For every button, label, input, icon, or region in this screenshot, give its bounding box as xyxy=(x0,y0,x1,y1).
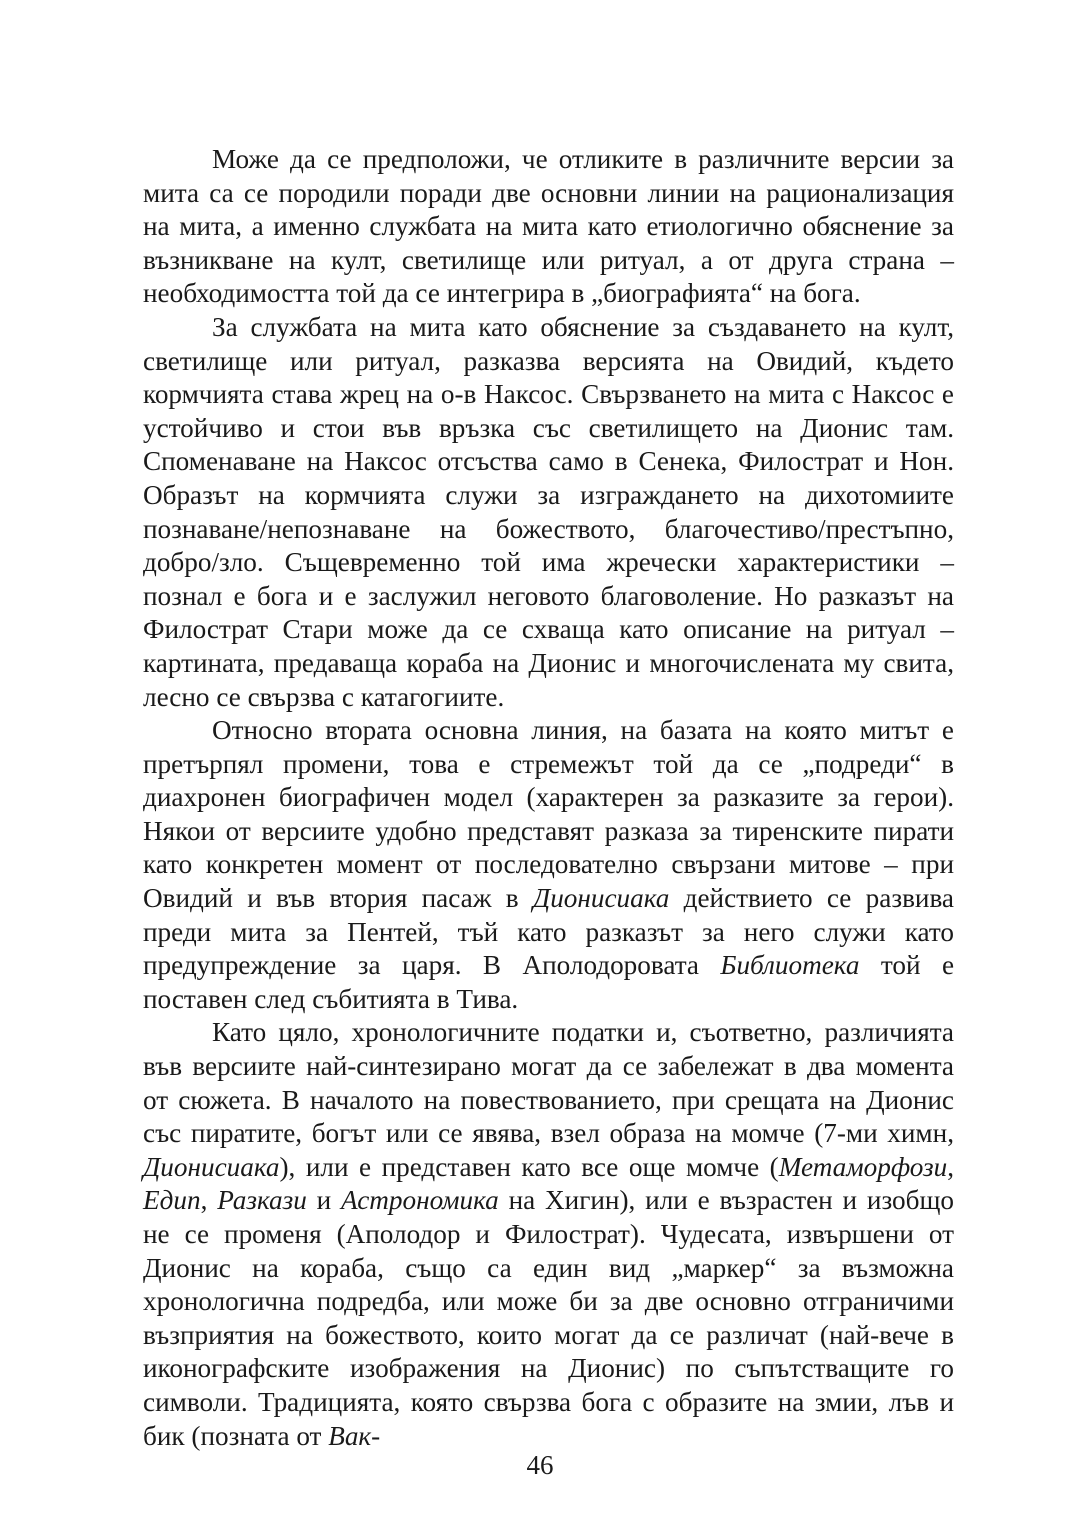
italic-title: Астрономика xyxy=(341,1185,499,1216)
text-run: Относно втората основна линия, на базата на която митът е претърпял промени, това е стремежът той да се „подреди“ в диахронен биографичен модел (характерен за разказите за герои). Някои от версиите удобно представят разказа за тиренските пирати като конкретен момент от последователно свързани митове – при Овидий и във втория пасаж в xyxy=(143,715,954,914)
page-number: 46 xyxy=(526,1450,554,1480)
text-run: ), или е представен като все още момче ( xyxy=(279,1151,779,1182)
text-run: на Хигин), или е възрастен и изобщо не се променя (Аполодор и Филострат). Чудесата, извършени от Дионис на кораба, също са един вид „маркер“ за възможна хронологична подредба, или може би за две основно отграничими възприятия на божеството, които могат да се различат (най-вече в иконографските изображения на Дионис) по съпътстващите го символи. Традицията, която свързва бога с образите на змии, лъв и бик (позната от xyxy=(143,1185,955,1451)
italic-title: Разкази xyxy=(217,1185,307,1216)
page-body xyxy=(143,143,954,1453)
italic-title: Едип xyxy=(143,1185,201,1216)
text-run: , xyxy=(947,1151,954,1182)
text-run: той е поставен след събитията в Тива. xyxy=(143,950,955,1014)
italic-title: Дионисиака xyxy=(143,1151,280,1182)
italic-title: Метаморфози xyxy=(778,1151,948,1182)
text-run: За службата на мита като обяснение за създаването на култ, светилище или ритуал, разказва версията на Овидий, където кормчията става жрец на о-в Наксос. Свързването на мита с Наксос е устойчиво и стои във връзка със светилището на Дионис там. Споменаване на Наксос отсъства само в Сенека, Филострат и Нон. Образът на кормчията служи за изграждането на дихотомиите познаване/непознаване на божеството, благочестиво/престъпно, добро/зло. Същевременно той има жречески характеристики – познал е бога и е заслужил неговото благоволение. Но разказът на Филострат Стари може да се схваща като описание на ритуал – картината, предаваща кораба на Дионис и многочислената му свита, лесно се свързва с катагогиите. xyxy=(143,311,954,712)
paragraph xyxy=(143,311,954,714)
paragraph xyxy=(143,143,954,311)
text-run: действието се развива преди мита за Пентей, тъй като разказът за него служи като предупреждение за царя. В Аполодоровата xyxy=(143,883,954,981)
italic-title: Вак- xyxy=(328,1420,381,1451)
paragraph xyxy=(143,1016,954,1453)
text-run: Като цяло, хронологичните податки и, съответно, различията във версиите най-синтезирано могат да се забележат в два момента от сюжета. В началото на повествованието, при срещата на Дионис със пиратите, богът или се явява, взел образа на момче (7-ми химн, xyxy=(143,1017,954,1149)
paragraph xyxy=(143,714,954,1016)
text-run: Може да се предположи, че отликите в различните версии за мита са се породили поради две основни линии на рационализация на мита, а именно службата на мита като етиологично обяснение за възникване на култ, светилище или ритуал, а от друга страна – необходимостта той да се интегрира в „биографията“ на бога. xyxy=(143,144,954,309)
italic-title: Дионисиака xyxy=(532,883,670,914)
text-run: и xyxy=(306,1185,342,1216)
italic-title: Библиотека xyxy=(720,950,860,981)
text-run: , xyxy=(200,1185,218,1216)
